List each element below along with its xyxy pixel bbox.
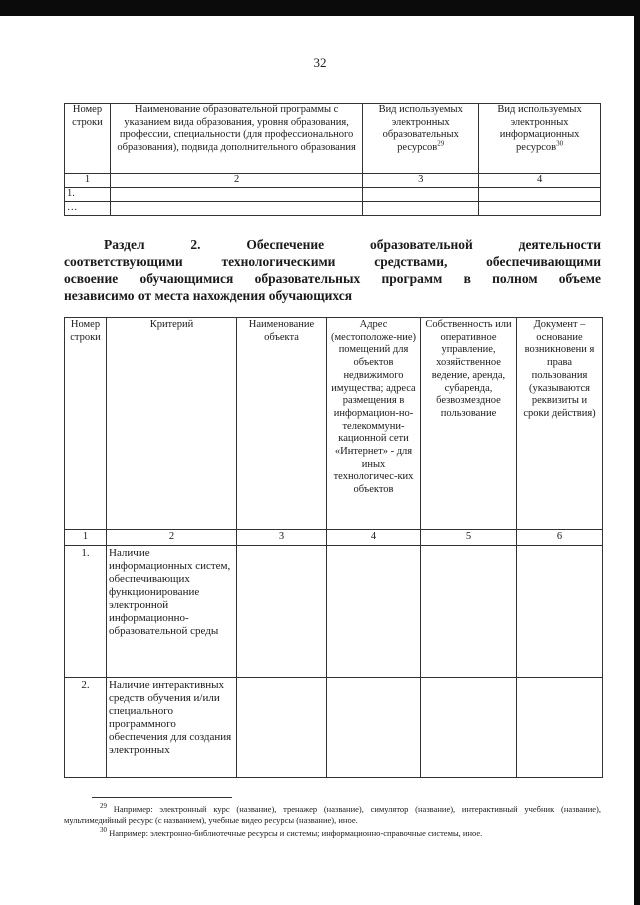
header-ownership: Собственность или оперативное управление, хозяйственное ведение, аренда, субаренда, безвозмездное пользование	[421, 318, 517, 530]
table-header-row	[65, 318, 603, 530]
header-info-resources-text: Вид используемых электронных информационных ресурсов	[497, 104, 582, 153]
resources-table	[64, 103, 601, 216]
table-header-row	[65, 104, 601, 174]
section-title-line: независимо от места нахождения обучающихся	[64, 288, 353, 303]
footnote-mark: 30	[100, 826, 107, 835]
cell	[363, 188, 479, 202]
cell	[479, 188, 601, 202]
section-title-line: освоение обучающимися образовательных программ в полном объеме	[64, 271, 601, 286]
cell	[479, 202, 601, 216]
header-object-name: Наименование объекта	[237, 318, 327, 530]
col-num: 5	[421, 530, 517, 546]
section-title-line: Раздел 2. Обеспечение образовательной деятельности	[104, 237, 601, 252]
row-number: 2.	[65, 677, 107, 777]
cell	[110, 202, 362, 216]
page-number: 32	[313, 55, 327, 70]
technology-table	[64, 317, 603, 778]
header-document: Документ – основание возникновени я права пользования (указываются реквизиты и сроки действия)	[517, 318, 603, 530]
footnote-separator	[92, 797, 232, 798]
cell	[517, 545, 603, 677]
footnote-text: Например: электронно-библиотечные ресурсы и системы; информационно-справочные системы, иное.	[109, 828, 483, 838]
header-info-resources	[479, 104, 601, 174]
header-row-number: Номер строки	[65, 318, 107, 530]
col-num: 2	[107, 530, 237, 546]
col-num: 1	[65, 174, 111, 188]
footnote-30	[64, 828, 601, 839]
col-num: 4	[479, 174, 601, 188]
col-num: 1	[65, 530, 107, 546]
col-num: 6	[517, 530, 603, 546]
header-row-number: Номер строки	[65, 104, 111, 174]
row-number: 1.	[65, 188, 111, 202]
criterion-cell: Наличие информационных систем, обеспечивающих функционирование электронной информационно-образовательной среды	[107, 545, 237, 677]
header-edu-resources-text: Вид используемых электронных образовательных ресурсов	[378, 104, 463, 153]
cell	[237, 545, 327, 677]
header-address: Адрес (местоположе-ние) помещений для объектов недвижимого имущества; адреса размещения в информацион-но-телекоммуни-кационной сети «Интернет» - для иных технологичес-ких объектов	[327, 318, 421, 530]
header-edu-resources	[363, 104, 479, 174]
row-number: 1.	[65, 545, 107, 677]
cell	[237, 677, 327, 777]
footnote-ref-29: 29	[437, 139, 445, 147]
table-row	[65, 545, 603, 677]
col-num: 3	[363, 174, 479, 188]
cell	[517, 677, 603, 777]
footnote-mark: 29	[100, 802, 107, 811]
scan-border-top	[0, 0, 640, 16]
cell	[110, 188, 362, 202]
section-2-heading	[64, 236, 601, 304]
footnote-ref-30: 30	[556, 139, 564, 147]
table-row	[65, 202, 601, 216]
footnote-29	[64, 804, 601, 826]
header-program-name: Наименование образовательной программы с указанием вида образования, уровня образования, профессии, специальности (для профессионального образования), подвида дополнительного образования	[110, 104, 362, 174]
cell	[363, 202, 479, 216]
cell	[421, 545, 517, 677]
table-row	[65, 677, 603, 777]
col-num: 3	[237, 530, 327, 546]
cell	[421, 677, 517, 777]
header-criterion: Критерий	[107, 318, 237, 530]
section-title-line: соответствующими технологическими средствами, обеспечивающими	[64, 254, 601, 269]
col-num: 2	[110, 174, 362, 188]
table-row	[65, 188, 601, 202]
cell	[327, 545, 421, 677]
cell	[327, 677, 421, 777]
column-number-row	[65, 530, 603, 546]
col-num: 4	[327, 530, 421, 546]
footnote-text: Например: электронный курс (название), тренажер (название), симулятор (название), интерактивный учебник (название), мультимедийный ресурс (с названием), учебные видео ресурсы (название), иное.	[64, 804, 601, 825]
column-number-row	[65, 174, 601, 188]
row-number: …	[65, 202, 111, 216]
scan-border-right	[634, 0, 640, 905]
criterion-cell: Наличие интерактивных средств обучения и/или специального программного обеспечения для создания электронных	[107, 677, 237, 777]
